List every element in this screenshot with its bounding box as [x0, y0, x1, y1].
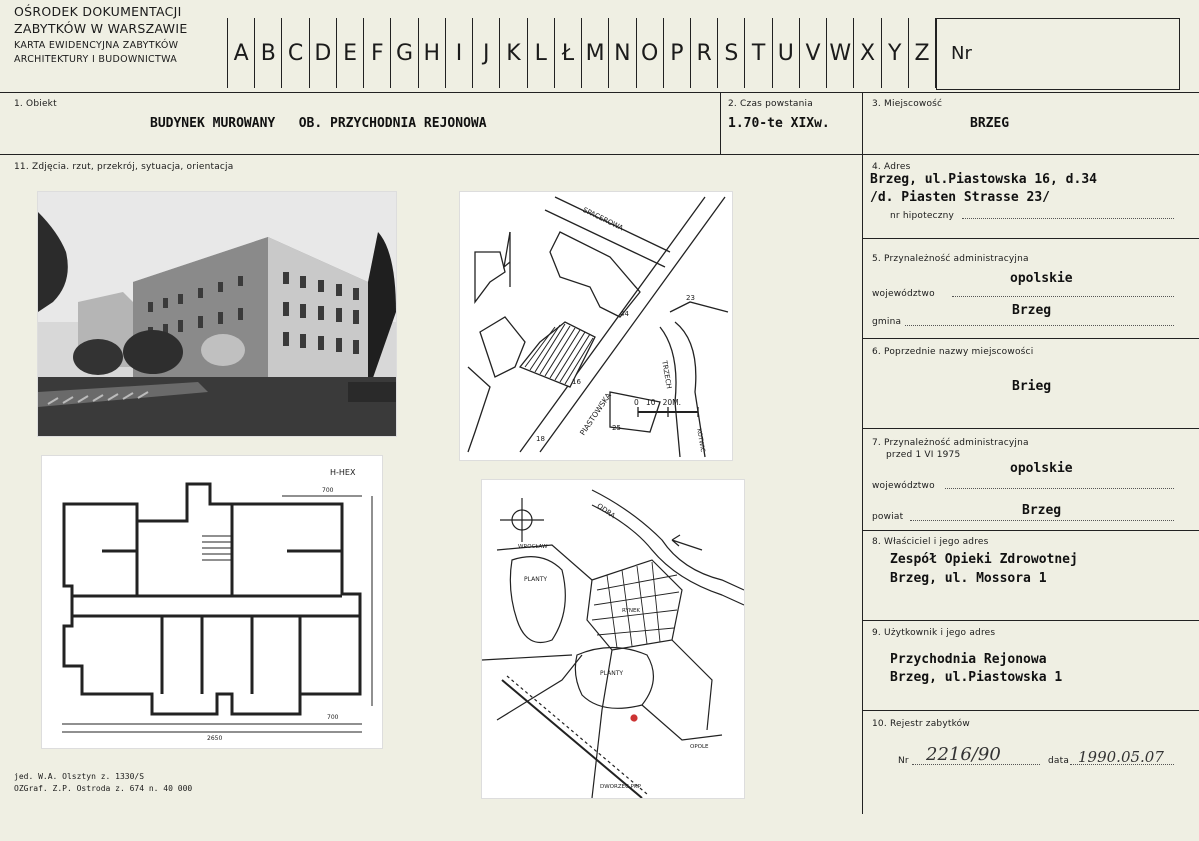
scale-label: 0 10 20M.	[634, 398, 682, 407]
rejestr-data-label: data	[1048, 756, 1070, 766]
obiekt-label: 1. Obiekt	[14, 99, 57, 109]
admin-woj-value: opolskie	[1010, 271, 1073, 286]
poprz-label: 6. Poprzednie nazwy miejscowości	[872, 347, 1034, 357]
miejsc-label: 3. Miejscowość	[872, 99, 943, 109]
num-16: 16	[572, 378, 581, 386]
wlasciciel-label: 8. Właściciel i jego adres	[872, 537, 989, 547]
num-25: 25	[612, 424, 621, 432]
admin1975-powiat-value: Brzeg	[1022, 503, 1062, 518]
map-planty-1: PLANTY	[524, 576, 548, 583]
map-odra: ODRA	[595, 502, 617, 521]
letter-cell: V	[800, 18, 827, 88]
map-planty-2: PLANTY	[600, 670, 624, 677]
admin1975-label2: przed 1 VI 1975	[886, 450, 961, 460]
letter-cell: D	[310, 18, 337, 88]
letter-cell: L	[528, 18, 555, 88]
letter-cell: K	[500, 18, 527, 88]
street-piastowska: PIASTOWSKA	[578, 391, 613, 438]
uzytkownik-label: 9. Użytkownik i jego adres	[872, 628, 996, 638]
czas-label: 2. Czas powstania	[728, 99, 813, 109]
letter-cell: Ł	[555, 18, 582, 88]
org-line1: OŚRODEK DOKUMENTACJI	[14, 4, 182, 19]
map-rynek: RYNEK	[622, 608, 641, 614]
uzytkownik-line2: Brzeg, ul.Piastowska 1	[890, 670, 1063, 685]
admin-gmina-value: Brzeg	[1012, 303, 1052, 318]
uzytkownik-line1: Przychodnia Rejonowa	[890, 652, 1047, 667]
letter-cell: I	[446, 18, 473, 88]
adres-label: 4. Adres	[872, 162, 911, 172]
admin1975-label: 7. Przynależność administracyjna	[872, 438, 1029, 448]
nr-label: Nr	[951, 43, 972, 64]
org-line3: KARTA EWIDENCYJNA ZABYTKÓW	[14, 40, 179, 51]
letter-cell: U	[773, 18, 800, 88]
rejestr-label: 10. Rejestr zabytków	[872, 719, 970, 729]
admin-label: 5. Przynależność administracyjna	[872, 254, 1029, 264]
org-line2: ZABYTKÓW W WARSZAWIE	[14, 21, 188, 36]
footer-line1: jed. W.A. Olsztyn z. 1330/S	[14, 772, 145, 781]
floor-dim-2: 2650	[207, 735, 223, 742]
letter-cell: N	[609, 18, 636, 88]
rejestr-data-value: 1990.05.07	[1078, 748, 1164, 766]
street-kotwic: KOTWIC	[695, 428, 707, 453]
letter-cell: T	[745, 18, 772, 88]
letter-cell: G	[391, 18, 418, 88]
letter-cell: O	[637, 18, 664, 88]
letter-cell: J	[473, 18, 500, 88]
street-trzech: TRZECH	[660, 360, 673, 390]
letter-cell: X	[854, 18, 881, 88]
adres-line1: Brzeg, ul.Piastowska 16, d.34	[870, 172, 1097, 187]
floor-plan	[42, 456, 382, 748]
letter-cell: M	[582, 18, 609, 88]
letter-cell: W	[827, 18, 854, 88]
adres-line2: /d. Piasten Strasse 23/	[870, 190, 1051, 205]
miejsc-value: BRZEG	[970, 116, 1010, 131]
letter-cell: Y	[882, 18, 909, 88]
letter-cell: P	[664, 18, 691, 88]
site-plan	[460, 192, 732, 460]
letter-cell: C	[282, 18, 309, 88]
num-18: 18	[536, 435, 545, 443]
czas-value: 1.70-te XIXw.	[728, 116, 830, 131]
wlasciciel-line1: Zespół Opieki Zdrowotnej	[890, 552, 1078, 567]
letter-cell: R	[691, 18, 718, 88]
rejestr-nr-label: Nr	[898, 756, 909, 766]
admin1975-woj-value: opolskie	[1010, 461, 1073, 476]
letter-cell: S	[718, 18, 745, 88]
letter-cell: A	[228, 18, 255, 88]
letter-cell: E	[337, 18, 364, 88]
map-wroclaw: WROCŁAW	[518, 544, 548, 550]
city-map	[482, 480, 744, 798]
map-dworzec: DWORZEC PKP	[600, 784, 641, 790]
alphabet-index	[227, 18, 936, 88]
building-photo	[38, 192, 396, 436]
letter-cell: B	[255, 18, 282, 88]
letter-cell: F	[364, 18, 391, 88]
admin-woj-label: województwo	[872, 289, 935, 299]
obiekt-value: BUDYNEK MUROWANY OB. PRZYCHODNIA REJONOWA	[150, 116, 487, 131]
floor-dim-3: 700	[327, 714, 339, 721]
floor-dim-1: 700	[322, 487, 334, 494]
num-44: 44	[620, 310, 629, 318]
poprz-value: Brieg	[1012, 379, 1052, 394]
admin1975-powiat-label: powiat	[872, 512, 904, 522]
admin1975-woj-label: województwo	[872, 481, 935, 491]
wlasciciel-line2: Brzeg, ul. Mossora 1	[890, 571, 1047, 586]
footer-line2: OZGraf. Z.P. Ostroda z. 674 n. 40 000	[14, 784, 193, 793]
num-23: 23	[686, 294, 695, 302]
rejestr-nr-value: 2216/90	[926, 744, 1001, 765]
section11-label: 11. Zdjęcia. rzut, przekrój, sytuacja, orientacja	[14, 162, 234, 172]
admin-gmina-label: gmina	[872, 317, 902, 327]
org-line4: ARCHITEKTURY I BUDOWNICTWA	[14, 54, 178, 65]
map-opole: OPOLE	[690, 744, 709, 750]
letter-cell: H	[419, 18, 446, 88]
hip-label: nr hipoteczny	[890, 211, 955, 221]
nr-box	[936, 18, 1180, 90]
letter-cell: Z	[909, 18, 936, 88]
floor-plan-label: H-HEX	[330, 468, 356, 477]
street-spacerowa: SPACEROWA	[581, 206, 625, 233]
